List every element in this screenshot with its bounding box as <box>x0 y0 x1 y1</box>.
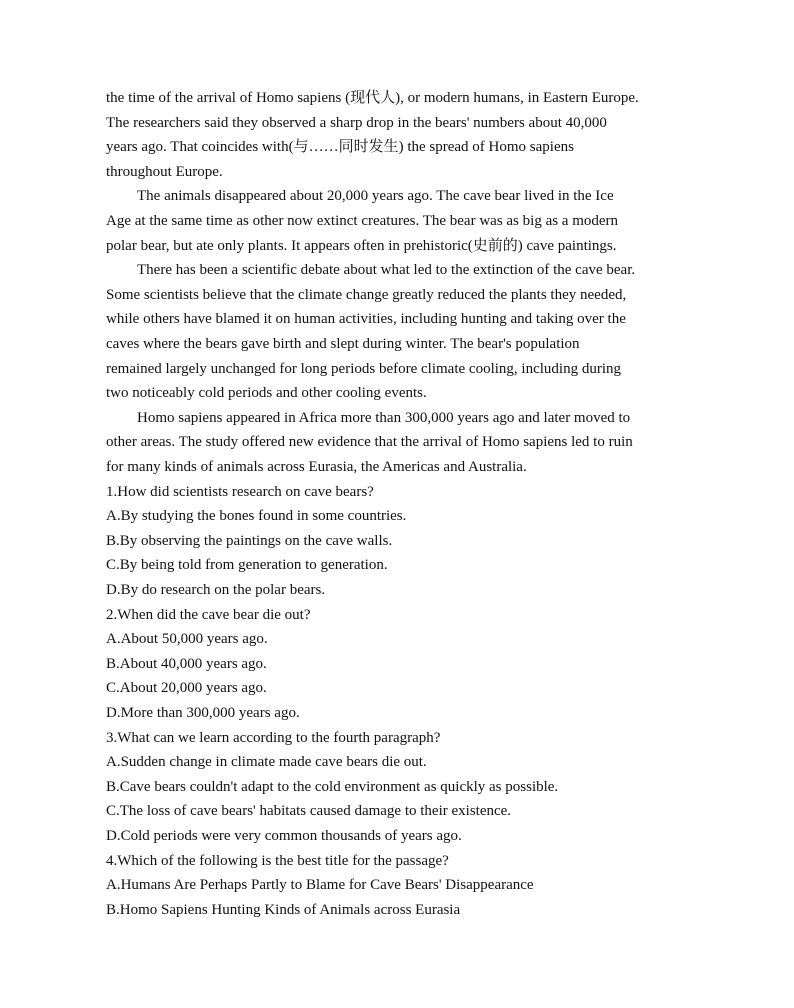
question-stem: 2.When did the cave bear die out? <box>106 606 311 623</box>
passage-line: for many kinds of animals across Eurasia, the Americas and Australia. <box>106 459 527 475</box>
passage-line: caves where the bears gave birth and slept during winter. The bear's population <box>106 336 580 352</box>
passage-line: throughout Europe. <box>106 163 223 180</box>
passage-line: There has been a scientific debate about what led to the extinction of the cave bear. <box>137 262 636 279</box>
question-option: B.Cave bears couldn't adapt to the cold environment as quickly as possible. <box>106 778 559 795</box>
passage-line: remained largely unchanged for long periods before climate cooling, including during <box>106 360 621 377</box>
question-option: B.Homo Sapiens Hunting Kinds of Animals across Eurasia <box>106 901 461 918</box>
passage-line: Homo sapiens appeared in Africa more than 300,000 years ago and later moved to <box>137 409 631 426</box>
passage-line: The researchers said they observed a sharp drop in the bears' numbers about 40,000 <box>106 114 607 131</box>
passage-line: years ago. That coincides with(与……同时发生) the spread of Homo sapiens <box>106 139 574 156</box>
question-stem: 3.What can we learn according to the fourth paragraph? <box>106 729 441 746</box>
question-option: A.By studying the bones found in some countries. <box>106 508 407 525</box>
question-option: B.About 40,000 years ago. <box>106 655 267 672</box>
passage-line: two noticeably cold periods and other cooling events. <box>106 385 427 402</box>
question-option: A.Sudden change in climate made cave bears die out. <box>106 754 427 771</box>
question-stem: 1.How did scientists research on cave bears? <box>106 483 374 500</box>
question-option: C.The loss of cave bears' habitats caused damage to their existence. <box>106 803 512 820</box>
question-option: C.By being told from generation to generation. <box>106 557 388 574</box>
passage-line: while others have blamed it on human activities, including hunting and taking over the <box>106 311 626 328</box>
passage-line: polar bear, but ate only plants. It appears often in prehistoric(史前的) cave paintings. <box>106 237 617 254</box>
passage-line: other areas. The study offered new evidence that the arrival of Homo sapiens led to ruin <box>106 434 633 451</box>
passage-line: The animals disappeared about 20,000 years ago. The cave bear lived in the Ice <box>137 188 614 205</box>
question-option: D.Cold periods were very common thousands of years ago. <box>106 828 462 844</box>
passage-line: Age at the same time as other now extinct creatures. The bear was as big as a modern <box>106 213 619 229</box>
question-option: A.About 50,000 years ago. <box>106 631 268 648</box>
passage-line: the time of the arrival of Homo sapiens (现代人), or modern humans, in Eastern Europe. <box>106 90 639 106</box>
question-stem: 4.Which of the following is the best title for the passage? <box>106 852 449 869</box>
question-option: B.By observing the paintings on the cave walls. <box>106 532 393 549</box>
question-option: A.Humans Are Perhaps Partly to Blame for Cave Bears' Disappearance <box>106 877 534 894</box>
question-option: D.More than 300,000 years ago. <box>106 705 300 721</box>
question-option: D.By do research on the polar bears. <box>106 582 326 598</box>
passage-line: Some scientists believe that the climate change greatly reduced the plants they needed, <box>106 286 627 303</box>
question-option: C.About 20,000 years ago. <box>106 680 267 697</box>
